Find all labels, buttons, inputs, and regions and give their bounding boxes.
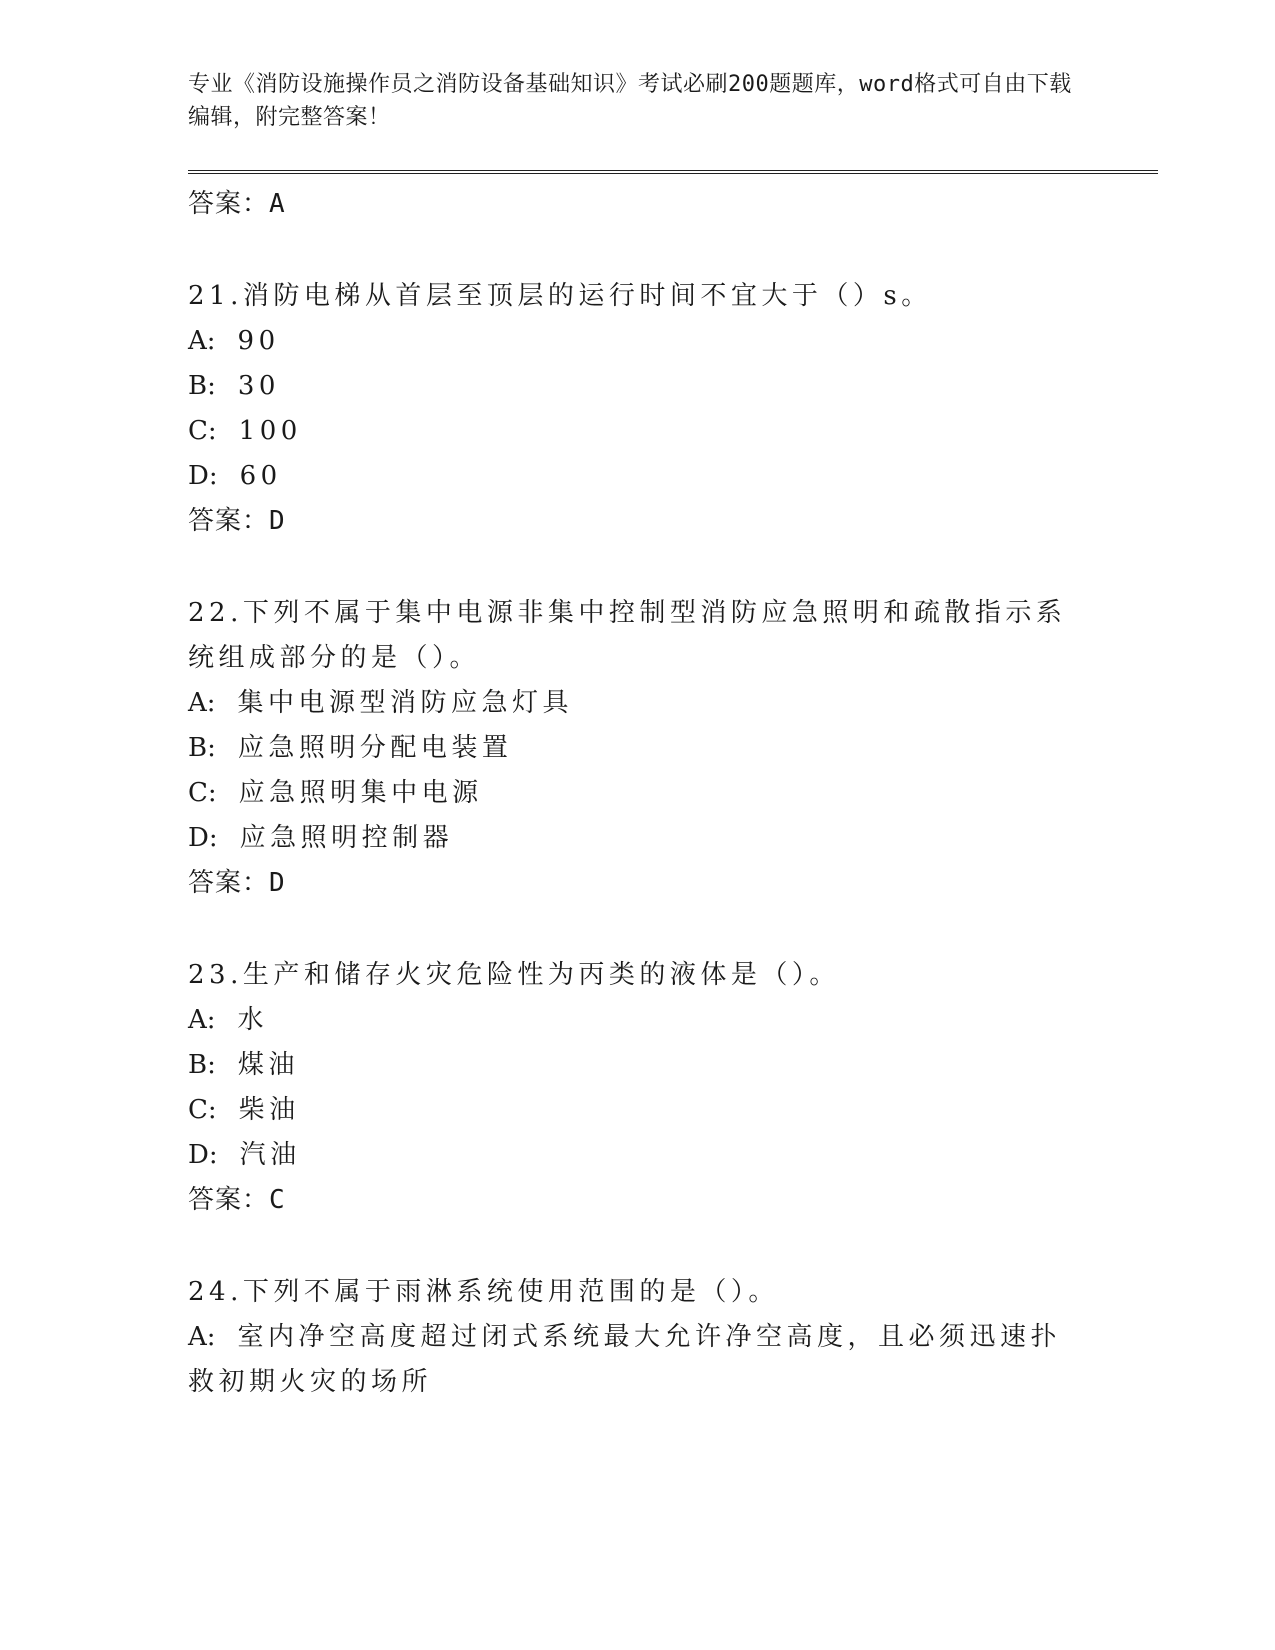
option-b <box>188 1043 1158 1088</box>
answer-value: C <box>269 1185 286 1215</box>
option-d <box>188 454 1158 499</box>
option-key: A: <box>188 326 216 356</box>
document-page <box>188 68 1158 1405</box>
question-23 <box>188 953 1158 1222</box>
option-d <box>188 1133 1158 1178</box>
answer-line <box>188 499 1158 543</box>
option-key: C: <box>188 416 217 446</box>
option-text: 室内净空高度超过闭式系统最大允许净空高度，且必须迅速扑救初期火灾的场所 <box>188 1322 1062 1397</box>
option-d <box>188 816 1158 861</box>
option-a <box>188 681 1158 726</box>
question-stem: 23.生产和储存火灾危险性为丙类的液体是（）。 <box>188 960 840 990</box>
answer-label: 答案： <box>188 1185 270 1215</box>
option-text: 应急照明集中电源 <box>238 778 483 808</box>
answer-value: A <box>269 189 286 219</box>
option-a <box>188 998 1158 1043</box>
option-key: D: <box>188 823 218 853</box>
option-b <box>188 726 1158 771</box>
option-a <box>188 1315 1078 1405</box>
option-text: 应急照明分配电装置 <box>237 733 513 763</box>
option-text: 30 <box>237 371 280 401</box>
option-b <box>188 364 1158 409</box>
option-key: A: <box>188 688 216 718</box>
answer-label: 答案： <box>188 189 270 219</box>
option-text: 汽油 <box>239 1140 301 1170</box>
option-text: 应急照明控制器 <box>239 823 454 853</box>
option-text: 100 <box>238 416 302 446</box>
option-text: 集中电源型消防应急灯具 <box>237 688 574 718</box>
option-key: D: <box>188 461 218 491</box>
option-c <box>188 409 1158 454</box>
answer-line <box>188 861 1158 905</box>
option-text: 水 <box>237 1005 269 1035</box>
question-stem: 22.下列不属于集中电源非集中控制型消防应急照明和疏散指示系统组成部分的是（）。 <box>188 598 1067 673</box>
option-key: A: <box>188 1322 216 1352</box>
option-key: D: <box>188 1140 218 1170</box>
answer-label: 答案： <box>188 868 270 898</box>
option-key: C: <box>188 778 217 808</box>
question-stem: 21.消防电梯从首层至顶层的运行时间不宜大于（）s。 <box>188 281 932 311</box>
option-a <box>188 319 1158 364</box>
answer-label: 答案： <box>188 506 270 536</box>
question-22 <box>188 591 1158 905</box>
option-key: C: <box>188 1095 217 1125</box>
option-key: A: <box>188 1005 216 1035</box>
option-text: 柴油 <box>238 1095 300 1125</box>
question-21 <box>188 274 1158 543</box>
answer-line <box>188 1178 1158 1222</box>
answer-value: D <box>269 868 286 898</box>
option-text: 60 <box>239 461 282 491</box>
question-stem: 24.下列不属于雨淋系统使用范围的是（）。 <box>188 1277 779 1307</box>
option-text: 90 <box>237 326 280 356</box>
option-text: 煤油 <box>237 1050 299 1080</box>
answer-value: D <box>269 506 286 536</box>
previous-answer <box>188 182 1158 226</box>
option-key: B: <box>188 733 216 763</box>
header-divider <box>188 170 1158 174</box>
option-c <box>188 1088 1158 1133</box>
document-header: 专业《消防设施操作员之消防设备基础知识》考试必刷200题题库，word格式可自由下载编辑，附完整答案！ <box>188 72 1072 130</box>
option-key: B: <box>188 1050 216 1080</box>
option-key: B: <box>188 371 216 401</box>
option-c <box>188 771 1158 816</box>
question-24 <box>188 1270 1158 1405</box>
